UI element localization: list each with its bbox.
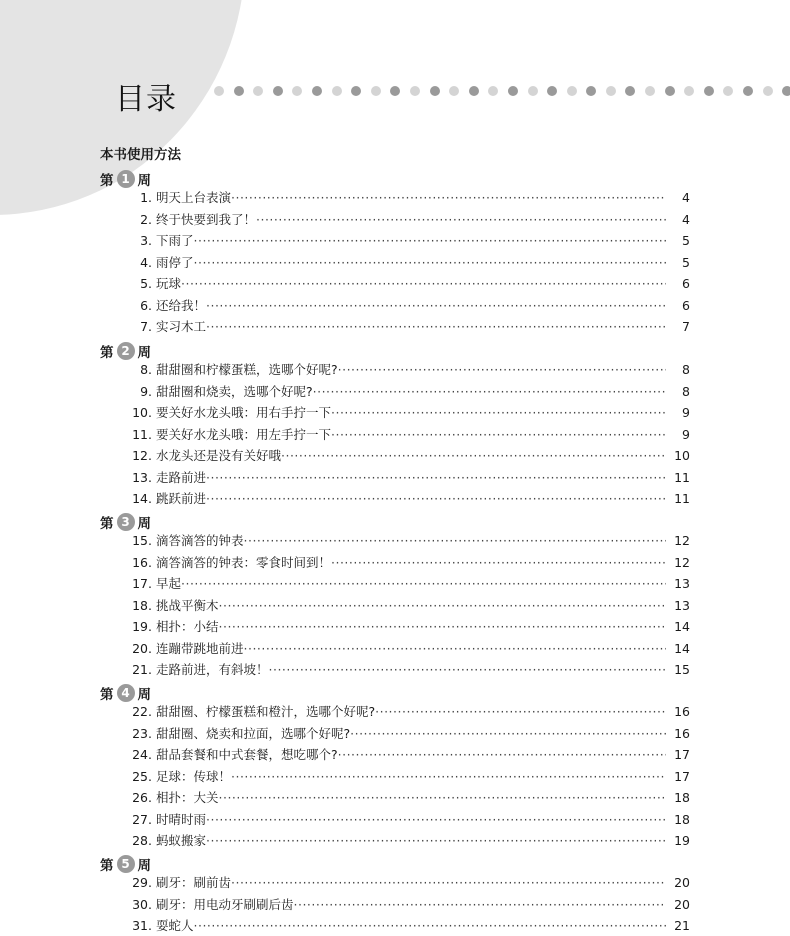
toc-entry[interactable] — [100, 767, 690, 787]
page-title: 目录 — [115, 82, 177, 117]
week-suffix: 周 — [137, 687, 151, 703]
week-number-badge: 4 — [117, 684, 135, 702]
divider-dot — [625, 86, 635, 96]
week-prefix: 第 — [100, 858, 114, 874]
entry-title: 刷牙：用电动牙刷刷后齿 ····· — [156, 895, 666, 915]
entry-number: 23. — [132, 725, 152, 741]
entry-number: 10. — [132, 405, 152, 420]
entry-page-number: 16 — [674, 704, 690, 719]
entry-number: 14. — [132, 491, 152, 506]
entry-page-number: 12 — [674, 533, 690, 548]
entry-page-number: 19 — [674, 833, 690, 848]
divider-dot — [586, 86, 596, 96]
toc-entry[interactable] — [100, 745, 690, 765]
entry-number: 16. — [132, 554, 152, 570]
entry-page-number: 8 — [682, 362, 690, 377]
toc-entry[interactable] — [100, 382, 690, 402]
toc-entry[interactable] — [100, 639, 690, 659]
toc-entry[interactable] — [100, 253, 690, 273]
entry-title: 甜甜圈、柠檬蛋糕和橙汁，选哪个好呢? ····· — [156, 702, 666, 722]
week-suffix: 周 — [137, 516, 151, 532]
entry-title: 明天上台表演 ····· — [156, 188, 666, 208]
week-heading — [100, 511, 151, 533]
divider-dot — [606, 86, 616, 96]
divider-dot — [430, 86, 440, 96]
entry-number: 26. — [132, 790, 152, 805]
week-heading — [100, 682, 151, 704]
entry-number: 28. — [132, 833, 152, 848]
entry-number: 25. — [132, 768, 152, 784]
week-prefix: 第 — [100, 516, 114, 532]
divider-dot — [410, 86, 420, 96]
week-heading — [100, 853, 151, 875]
entry-page-number: 9 — [682, 426, 690, 442]
entry-title: 下雨了 ····· — [156, 231, 666, 251]
entry-page-number: 8 — [682, 383, 690, 399]
entry-page-number: 11 — [674, 469, 690, 485]
entry-number: 20. — [132, 640, 152, 656]
divider-dot — [645, 86, 655, 96]
entry-page-number: 16 — [674, 725, 690, 741]
entry-title: 玩球 ····· — [156, 274, 666, 294]
entry-page-number: 12 — [674, 554, 690, 570]
divider-dot — [684, 86, 694, 96]
entry-page-number: 15 — [674, 662, 690, 677]
entry-title: 时晴时雨 ····· — [156, 810, 666, 830]
entry-number: 17. — [132, 576, 152, 591]
entry-title: 甜甜圈、烧卖和拉面，选哪个好呢? ····· — [156, 724, 666, 744]
toc-entry[interactable] — [100, 596, 690, 616]
toc-entry[interactable] — [100, 296, 690, 316]
entry-title: 相扑：大关 ····· — [156, 788, 666, 808]
entry-page-number: 4 — [682, 190, 690, 205]
toc-entry[interactable] — [100, 660, 690, 680]
entry-title: 要关好水龙头哦：用左手拧一下 ····· — [156, 425, 666, 445]
entry-page-number: 9 — [682, 405, 690, 420]
week-suffix: 周 — [137, 173, 151, 189]
divider-dot — [292, 86, 302, 96]
divider-dot — [763, 86, 773, 96]
divider-dot — [253, 86, 263, 96]
entry-page-number: 6 — [682, 276, 690, 291]
entry-page-number: 18 — [674, 790, 690, 805]
entry-number: 15. — [132, 533, 152, 548]
divider-dot — [723, 86, 733, 96]
entry-page-number: 7 — [682, 319, 690, 334]
divider-dot — [332, 86, 342, 96]
toc-entry[interactable] — [100, 489, 690, 509]
entry-page-number: 21 — [674, 918, 690, 933]
week-number-badge: 2 — [117, 342, 135, 360]
entry-title: 实习木工 ····· — [156, 317, 666, 337]
entry-title: 相扑：小结 ····· — [156, 617, 666, 637]
toc-entry[interactable] — [100, 274, 690, 294]
toc-entry[interactable] — [100, 895, 690, 915]
week-suffix: 周 — [137, 345, 151, 361]
entry-title: 终于快要到我了！ ····· — [156, 210, 666, 230]
entry-title: 走路前进，有斜坡！ ····· — [156, 660, 666, 680]
divider-dot — [234, 86, 244, 96]
divider-dot — [508, 86, 518, 96]
entry-number: 5. — [140, 276, 152, 291]
entry-title: 还给我！ ····· — [156, 296, 666, 316]
entry-title: 甜甜圈和烧卖，选哪个好呢? ····· — [156, 382, 666, 402]
divider-dot — [567, 86, 577, 96]
toc-entry[interactable] — [100, 446, 690, 466]
toc-entry[interactable] — [100, 188, 690, 208]
entry-page-number: 13 — [674, 576, 690, 591]
divider-dot — [528, 86, 538, 96]
toc-entry[interactable] — [100, 810, 690, 830]
entry-title: 早起 ····· — [156, 574, 666, 594]
entry-title: 滴答滴答的钟表：零食时间到！ ····· — [156, 553, 666, 573]
entry-page-number: 17 — [674, 768, 690, 784]
entry-number: 22. — [132, 704, 152, 719]
entry-page-number: 14 — [674, 640, 690, 656]
week-prefix: 第 — [100, 345, 114, 361]
entry-number: 6. — [140, 297, 152, 313]
entry-number: 13. — [132, 469, 152, 485]
week-prefix: 第 — [100, 173, 114, 189]
entry-page-number: 20 — [674, 875, 690, 890]
entry-number: 4. — [140, 254, 152, 270]
divider-dot — [469, 86, 479, 96]
dot-divider — [214, 86, 790, 98]
divider-dot — [371, 86, 381, 96]
toc-entry[interactable] — [100, 317, 690, 337]
week-suffix: 周 — [137, 858, 151, 874]
entry-page-number: 18 — [674, 811, 690, 827]
divider-dot — [351, 86, 361, 96]
entry-page-number: 13 — [674, 597, 690, 613]
entry-number: 8. — [140, 362, 152, 377]
entry-title: 挑战平衡木 ····· — [156, 596, 666, 616]
entry-title: 刷牙：刷前齿 ····· — [156, 873, 666, 893]
toc-entry[interactable] — [100, 574, 690, 594]
week-prefix: 第 — [100, 687, 114, 703]
entry-title: 要关好水龙头哦：用右手拧一下 ····· — [156, 403, 666, 423]
week-number-badge: 3 — [117, 513, 135, 531]
entry-number: 2. — [140, 211, 152, 227]
toc-entry[interactable] — [100, 553, 690, 573]
entry-title: 走路前进 ····· — [156, 468, 666, 488]
entry-page-number: 4 — [682, 211, 690, 227]
entry-number: 19. — [132, 619, 152, 634]
week-heading — [100, 168, 151, 190]
entry-title: 连蹦带跳地前进 ····· — [156, 639, 666, 659]
toc-entry[interactable] — [100, 724, 690, 744]
toc-entry[interactable] — [100, 916, 690, 936]
toc-entry[interactable] — [100, 831, 690, 851]
divider-dot — [743, 86, 753, 96]
week-heading — [100, 340, 151, 362]
toc-entry[interactable] — [100, 702, 690, 722]
entry-page-number: 10 — [674, 448, 690, 463]
toc-entry[interactable] — [100, 425, 690, 445]
entry-title: 跳跃前进 ····· — [156, 489, 666, 509]
divider-dot — [547, 86, 557, 96]
toc-entry[interactable] — [100, 468, 690, 488]
entry-page-number: 11 — [674, 491, 690, 506]
entry-number: 27. — [132, 811, 152, 827]
entry-title: 水龙头还是没有关好哦 ····· — [156, 446, 666, 466]
toc-entry[interactable] — [100, 360, 690, 380]
entry-page-number: 17 — [674, 747, 690, 762]
entry-number: 18. — [132, 597, 152, 613]
toc-entry[interactable] — [100, 873, 690, 893]
entry-number: 12. — [132, 448, 152, 463]
toc-entry[interactable] — [100, 788, 690, 808]
entry-number: 31. — [132, 918, 152, 933]
entry-number: 30. — [132, 896, 152, 912]
entry-page-number: 5 — [682, 254, 690, 270]
entry-page-number: 6 — [682, 297, 690, 313]
entry-number: 24. — [132, 747, 152, 762]
entry-number: 29. — [132, 875, 152, 890]
divider-dot — [312, 86, 322, 96]
divider-dot — [782, 86, 790, 96]
entry-title: 滴答滴答的钟表 ····· — [156, 531, 666, 551]
toc-entry[interactable] — [100, 531, 690, 551]
divider-dot — [214, 86, 224, 96]
divider-dot — [449, 86, 459, 96]
entry-page-number: 14 — [674, 619, 690, 634]
entry-title: 蚂蚁搬家 ····· — [156, 831, 666, 851]
entry-page-number: 5 — [682, 233, 690, 248]
toc-entry[interactable] — [100, 231, 690, 251]
entry-title: 雨停了 ····· — [156, 253, 666, 273]
divider-dot — [665, 86, 675, 96]
entry-title: 甜品套餐和中式套餐，想吃哪个? ····· — [156, 745, 666, 765]
entry-title: 耍蛇人 ····· — [156, 916, 666, 936]
divider-dot — [488, 86, 498, 96]
entry-number: 11. — [132, 426, 152, 442]
entry-number: 3. — [140, 233, 152, 248]
week-number-badge: 1 — [117, 170, 135, 188]
how-to-use-link[interactable]: 本书使用方法 — [100, 147, 181, 163]
entry-number: 21. — [132, 662, 152, 677]
entry-number: 1. — [140, 190, 152, 205]
entry-number: 9. — [140, 383, 152, 399]
week-number-badge: 5 — [117, 855, 135, 873]
divider-dot — [390, 86, 400, 96]
toc-entry[interactable] — [100, 617, 690, 637]
divider-dot — [273, 86, 283, 96]
entry-page-number: 20 — [674, 896, 690, 912]
entry-number: 7. — [140, 319, 152, 334]
toc-entry[interactable] — [100, 403, 690, 423]
toc-entry[interactable] — [100, 210, 690, 230]
entry-title: 甜甜圈和柠檬蛋糕，选哪个好呢? ····· — [156, 360, 666, 380]
divider-dot — [704, 86, 714, 96]
entry-title: 足球：传球！ ····· — [156, 767, 666, 787]
